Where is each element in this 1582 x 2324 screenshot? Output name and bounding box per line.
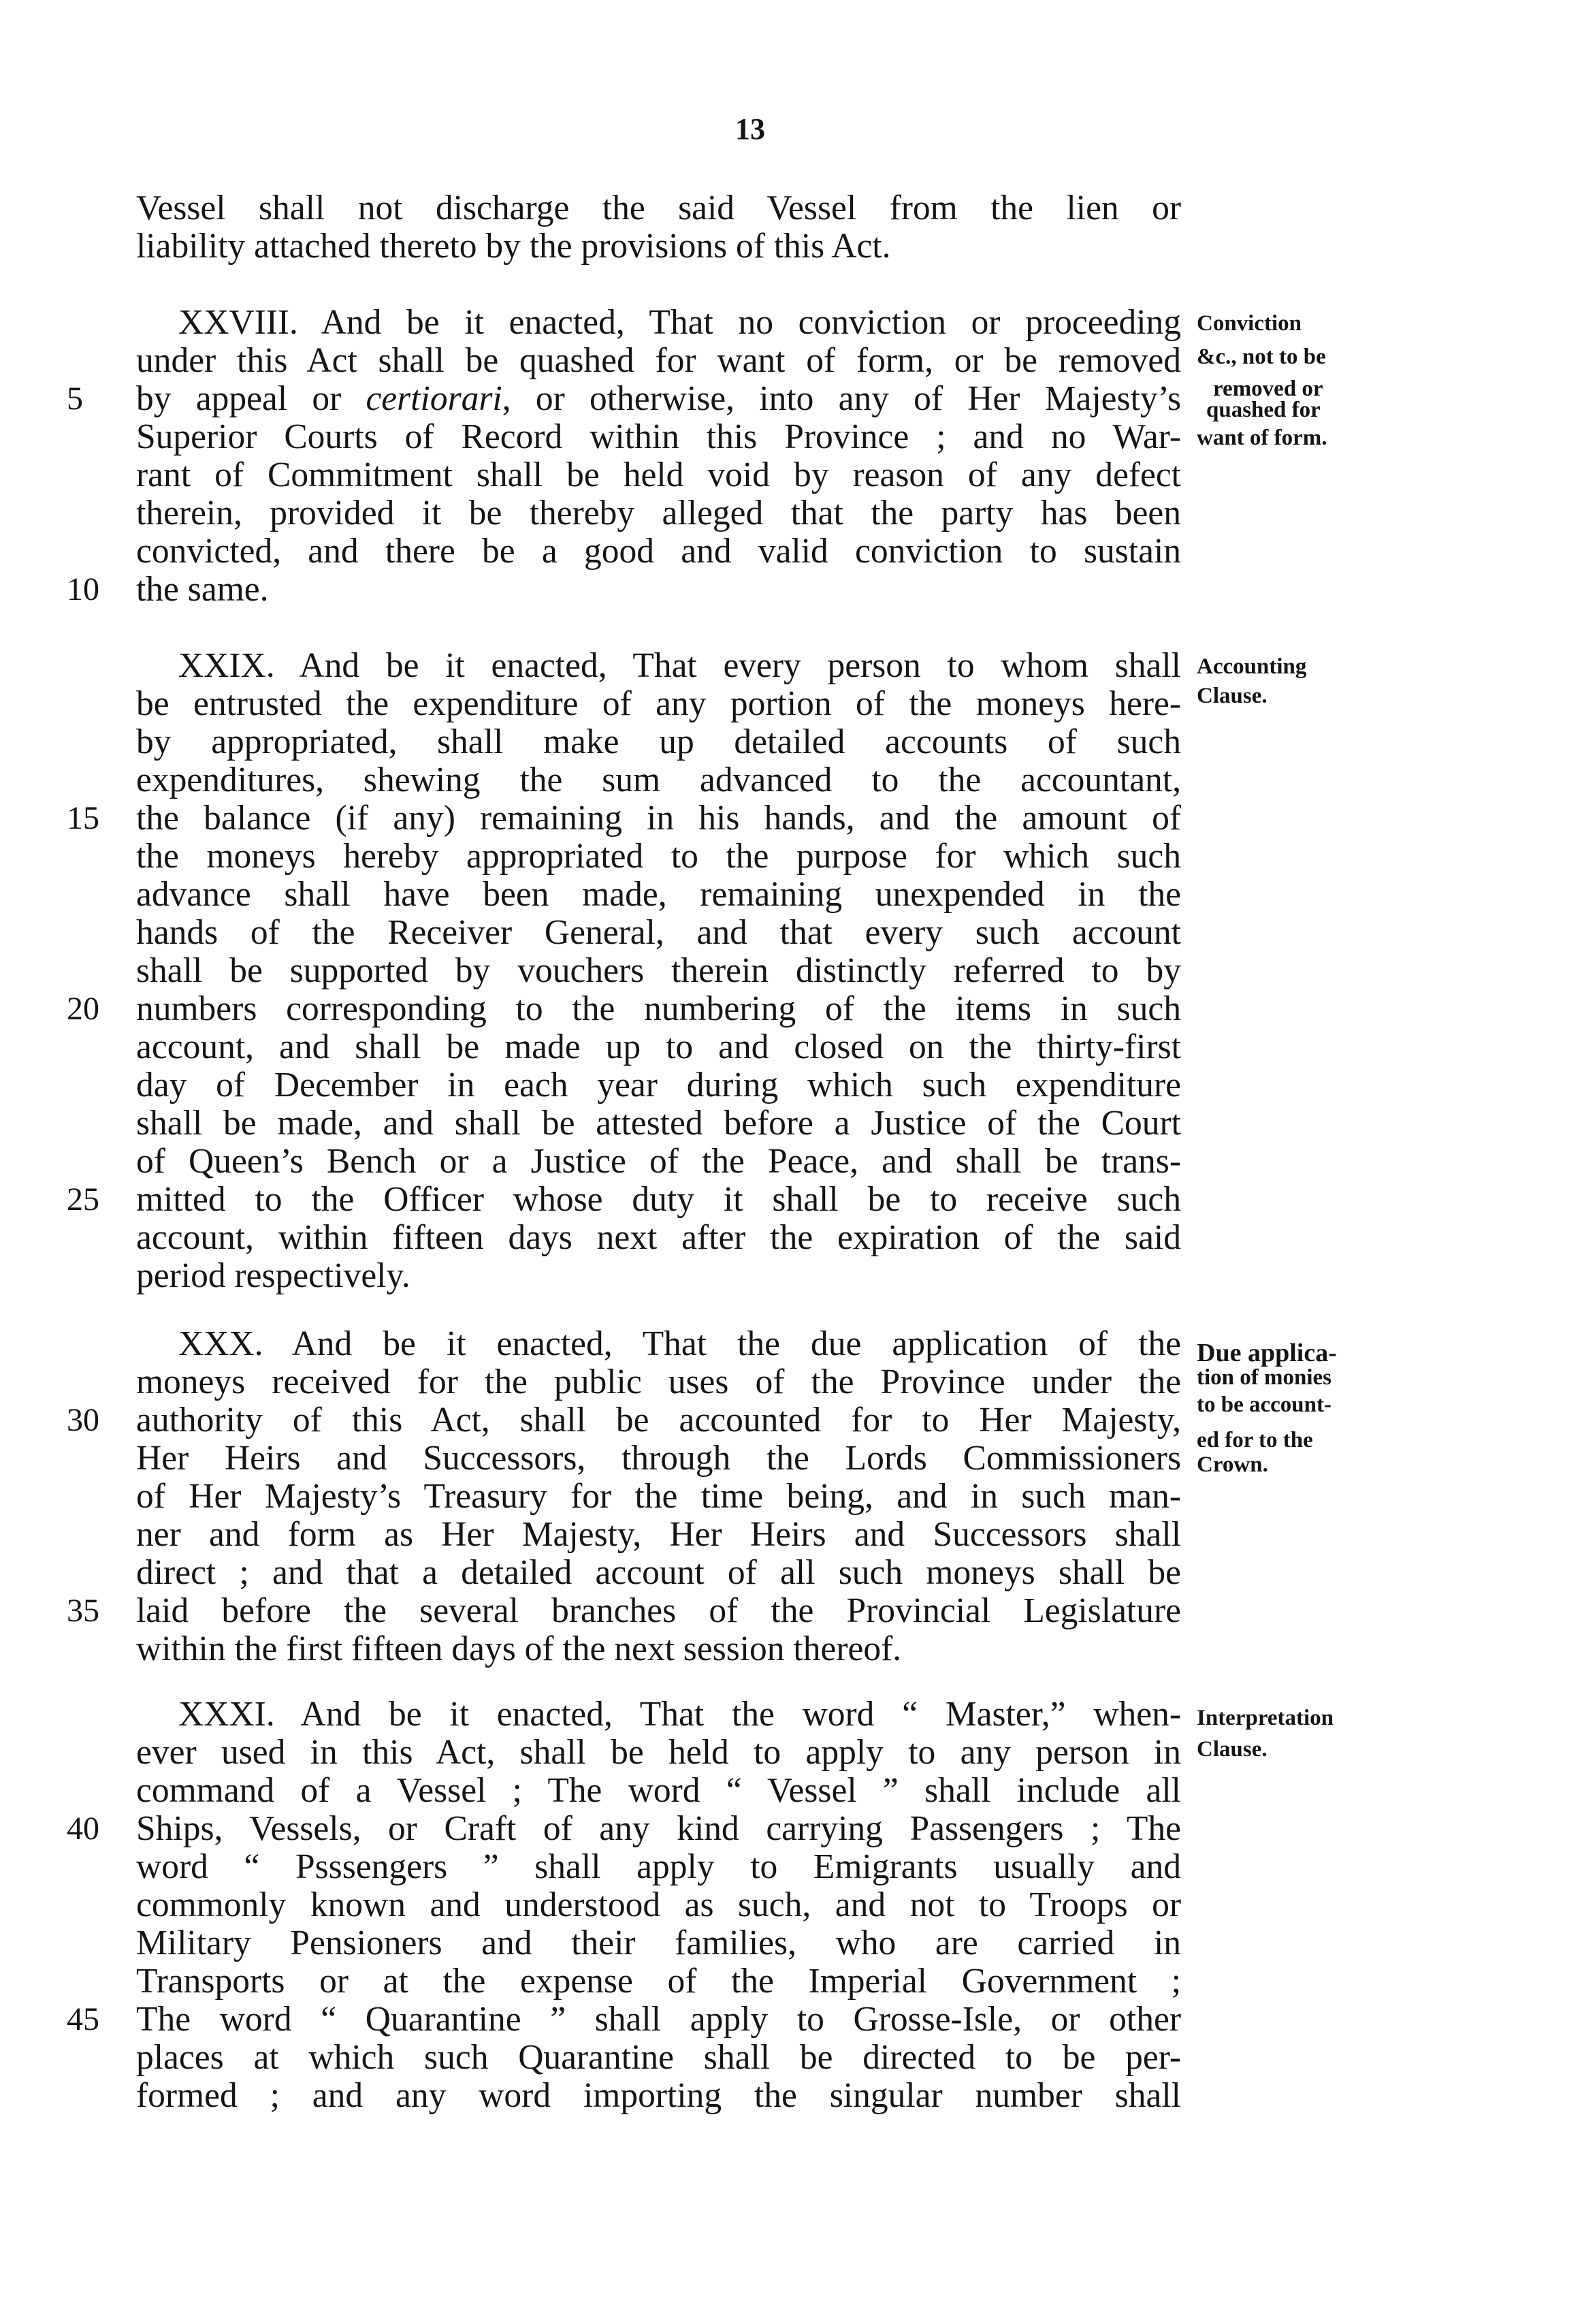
- text-line: account, within fifteen days next after the expiration of the said: [136, 1218, 1181, 1257]
- text-line: of Queen’s Bench or a Justice of the Peace, and shall be trans-: [136, 1142, 1181, 1181]
- margin-note-due-application: Crown.: [1197, 1452, 1268, 1477]
- margin-note-conviction: Conviction: [1197, 311, 1302, 336]
- section-heading-line: XXVIII. And be it enacted, That no conviction or proceeding: [178, 303, 1181, 342]
- section-heading-line: XXIX. And be it enacted, That every person to whom shall: [178, 646, 1181, 685]
- text-line: rant of Commitment shall be held void by reason of any defect: [136, 456, 1181, 494]
- text-line: Transports or at the expense of the Imperial Government ;: [136, 1962, 1181, 2001]
- margin-note-due-application: ed for to the: [1197, 1428, 1313, 1452]
- text-line: period respectively.: [136, 1256, 410, 1295]
- page-number: 13: [735, 112, 765, 146]
- line-number: 15: [67, 800, 99, 836]
- text-line: the same.: [136, 570, 269, 609]
- latin-term: certiorari: [366, 379, 502, 418]
- margin-note-accounting: Clause.: [1197, 684, 1268, 708]
- text-line: numbers corresponding to the numbering of the items in such: [136, 989, 1181, 1028]
- text-line: liability attached thereto by the provisions of this Act.: [136, 227, 891, 266]
- text-line: Her Heirs and Successors, through the Lords Commissioners: [136, 1439, 1181, 1478]
- text-line: direct ; and that a detailed account of all such moneys shall be: [136, 1553, 1181, 1592]
- text-line: word “ Psssengers ” shall apply to Emigrants usually and: [136, 1847, 1181, 1886]
- margin-note-accounting: Accounting: [1197, 654, 1307, 679]
- text-line: The word “ Quarantine ” shall apply to Grosse-Isle, or other: [136, 2000, 1181, 2039]
- text-line: moneys received for the public uses of the Province under the: [136, 1363, 1181, 1401]
- line-number: 40: [67, 1811, 99, 1847]
- text-line: shall be supported by vouchers therein distinctly referred to by: [136, 951, 1181, 990]
- margin-note-interpretation: Clause.: [1197, 1737, 1268, 1762]
- text-line: within the first fifteen days of the next session thereof.: [136, 1629, 902, 1668]
- text-line: places at which such Quarantine shall be directed to be per-: [136, 2038, 1181, 2077]
- margin-note-conviction: quashed for: [1206, 398, 1321, 422]
- text-line: hands of the Receiver General, and that every such account: [136, 913, 1181, 952]
- text-line: day of December in each year during which such expenditure: [136, 1066, 1181, 1104]
- text-line: under this Act shall be quashed for want of form, or be removed: [136, 341, 1181, 380]
- text-line: convicted, and there be a good and valid conviction to sustain: [136, 532, 1181, 571]
- text-line: of Her Majesty’s Treasury for the time being, and in such man-: [136, 1477, 1181, 1516]
- line-number: 45: [67, 2001, 99, 2037]
- text-line: ner and form as Her Majesty, Her Heirs and Successors shall: [136, 1515, 1181, 1554]
- line-number: 5: [67, 381, 83, 417]
- margin-note-conviction: &c., not to be: [1197, 345, 1326, 369]
- text-line: advance shall have been made, remaining unexpended in the: [136, 875, 1181, 914]
- text-line: shall be made, and shall be attested before a Justice of the Court: [136, 1104, 1181, 1143]
- text-line: command of a Vessel ; The word “ Vessel ” shall include all: [136, 1771, 1181, 1810]
- margin-note-due-application: to be account-: [1197, 1392, 1331, 1417]
- section-heading-line: XXX. And be it enacted, That the due application of the: [178, 1324, 1181, 1363]
- text-line: therein, provided it be thereby alleged that the party has been: [136, 494, 1181, 532]
- text-line: formed ; and any word importing the singular number shall: [136, 2076, 1181, 2115]
- text-line: Superior Courts of Record within this Province ; and no War-: [136, 417, 1181, 456]
- text-line: by appeal or certiorari, or otherwise, into any of Her Majesty’s: [136, 379, 1181, 418]
- text-line: mitted to the Officer whose duty it shall be to receive such: [136, 1180, 1181, 1219]
- margin-note-conviction: removed or: [1213, 377, 1323, 401]
- margin-note-due-application: Due applica-: [1197, 1339, 1337, 1367]
- text-line: ever used in this Act, shall be held to apply to any person in: [136, 1733, 1181, 1772]
- text-line: be entrusted the expenditure of any portion of the moneys here-: [136, 684, 1181, 723]
- margin-note-interpretation: Interpretation: [1197, 1706, 1334, 1730]
- line-number: 30: [67, 1402, 99, 1438]
- text-line: Military Pensioners and their families, who are carried in: [136, 1924, 1181, 1962]
- text-line: account, and shall be made up to and closed on the thirty-first: [136, 1028, 1181, 1066]
- margin-note-due-application: tion of monies: [1197, 1365, 1331, 1390]
- text-line: the moneys hereby appropriated to the purpose for which such: [136, 837, 1181, 876]
- text-line: authority of this Act, shall be accounted for to Her Majesty,: [136, 1401, 1181, 1439]
- text-line: by appropriated, shall make up detailed accounts of such: [136, 722, 1181, 761]
- margin-note-conviction: want of form.: [1197, 426, 1327, 450]
- text-line: Vessel shall not discharge the said Vessel from the lien or: [136, 189, 1181, 227]
- text-line: commonly known and understood as such, and not to Troops or: [136, 1885, 1181, 1924]
- line-number: 35: [67, 1593, 99, 1629]
- section-heading-line: XXXI. And be it enacted, That the word “ Master,” when-: [178, 1695, 1181, 1734]
- text-line: laid before the several branches of the Provincial Legislature: [136, 1591, 1181, 1630]
- line-number: 25: [67, 1181, 99, 1217]
- text-line: expenditures, shewing the sum advanced to the accountant,: [136, 761, 1181, 799]
- line-number: 20: [67, 991, 99, 1027]
- text-line: Ships, Vessels, or Craft of any kind carrying Passengers ; The: [136, 1809, 1181, 1848]
- line-number: 10: [67, 571, 99, 607]
- text-line: the balance (if any) remaining in his hands, and the amount of: [136, 799, 1181, 838]
